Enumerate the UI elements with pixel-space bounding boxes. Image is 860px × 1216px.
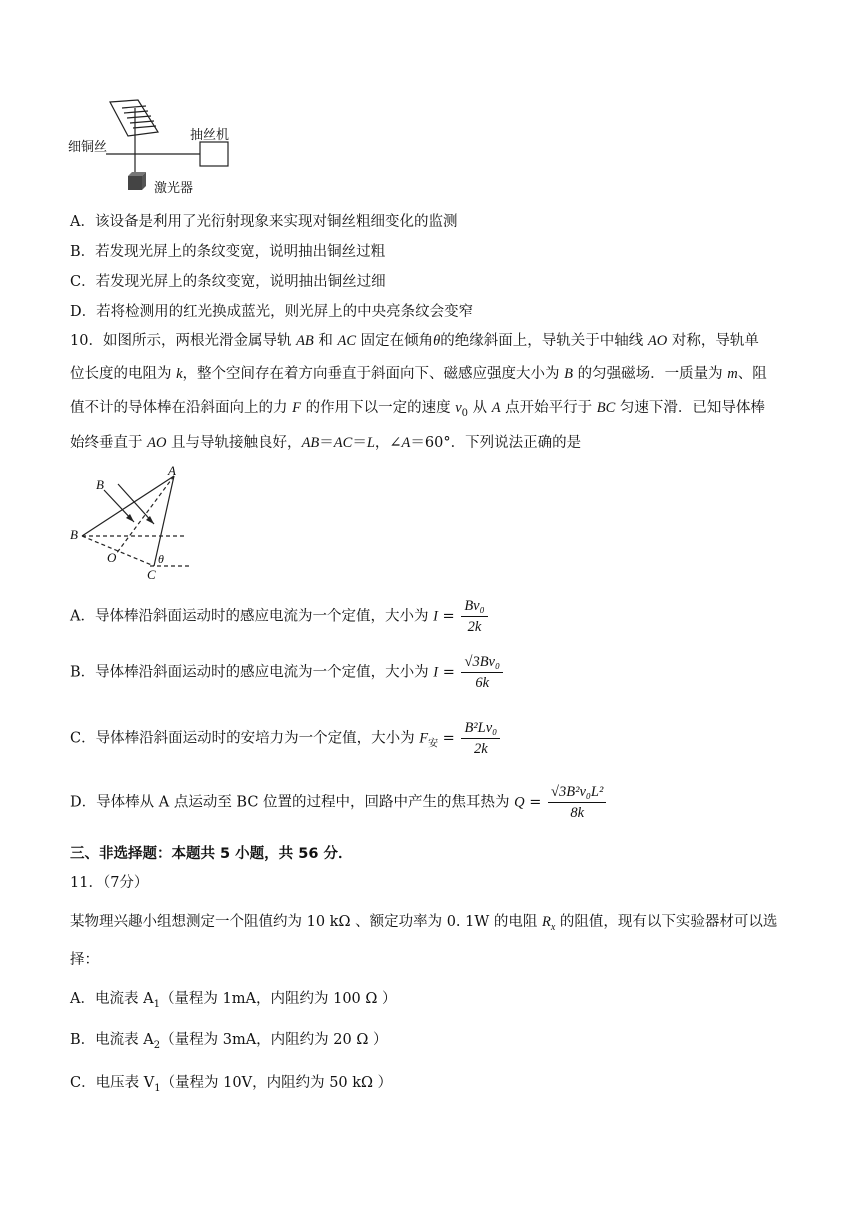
q11-heading: 11．（7分） [70,875,149,891]
q10-stem-line2: 位长度的电阻为 k，整个空间存在着方向垂直于斜面向下、磁感应强度大小为 B 的匀强磁场．一质量为 m、阻 [70,366,767,382]
fraction-c: $\frac{\text{B²Lv₀}}{2k}$ [461,718,500,759]
q11-stem-line1: 某物理兴趣小组想测定一个阻值约为 10 kΩ 、额定功率为 0. 1W 的电阻 $R_x$ 的阻值，现有以下实验器材可以选 [70,914,778,933]
q9-option-a: A．该设备是利用了光衍射现象来实现对铜丝粗细变化的监测 [70,214,458,230]
fig2-label-b-field: B [96,477,104,492]
fraction-a: $\frac{\text{Bv₀}}{2k}$ [461,596,487,637]
q10-stem-line1: 10．如图所示，两根光滑金属导轨 AB 和 AC 固定在倾角θ的绝缘斜面上，导轨关于中轴线 AO 对称，导轨单 [70,333,759,349]
fig2-label-a: A [168,463,176,478]
label-laser: 激光器 [154,181,194,196]
label-fine-copper-wire: 细铜丝 [68,140,108,155]
q10-stem-line4: 始终垂直于 AO 且与导轨接触良好，AB＝AC＝L，∠A＝60°．下列说法正确的是 [70,435,582,451]
fig2-label-o: O [107,550,117,565]
fraction-d: $\frac{\text{√3B²v₀L²}}{8k}$ [548,782,606,823]
q9-option-c: C．若发现光屏上的条纹变宽，说明抽出铜丝过细 [70,274,386,290]
q11-option-b: B．电流表 $A_2$（量程为 3mA，内阻约为 20 Ω ） [70,1032,388,1051]
q11-stem-line2: 择： [70,952,99,968]
fig2-label-b-corner: B [70,527,78,542]
q9-option-b: B．若发现光屏上的条纹变宽，说明抽出铜丝过粗 [70,244,386,260]
q10-stem-line3: 值不计的导体棒在沿斜面向上的力 F 的作用下以一定的速度 $v_0$ 从 A 点开始平行于 BC 匀速下滑．已知导体棒 [70,400,765,419]
section-heading-nonchoice: 三、非选择题：本题共 5 小题，共 56 分． [70,846,353,862]
label-wire-drawing-machine: 抽丝机 [190,128,230,143]
q11-option-a: A．电流表 $A_1$（量程为 1mA，内阻约为 100 Ω ） [70,991,397,1010]
fraction-b: $\frac{\text{√3Bv₀}}{6k}$ [461,652,503,693]
q10-option-a: A．导体棒沿斜面运动时的感应电流为一个定值，大小为 I = $\frac{\text{Bv₀}}{2k}$ [70,596,490,637]
fig2-label-c: C [147,567,156,582]
q10-option-b: B．导体棒沿斜面运动时的感应电流为一个定值，大小为 I = $\frac{\text{√3Bv₀}}{6k}$ [70,652,505,693]
figure-rails-incline [68,462,198,584]
q10-option-c: C．导体棒沿斜面运动时的安培力为一个定值，大小为 $F_安$ = $\frac{\text{B²Lv₀}}{2k}$ [70,718,502,759]
q9-option-d: D．若将检测用的红光换成蓝光，则光屏上的中央亮条纹会变窄 [70,304,474,320]
q11-option-c: C．电压表 $V_1$（量程为 10V，内阻约为 50 kΩ ） [70,1075,393,1094]
q10-option-d: D．导体棒从 A 点运动至 BC 位置的过程中，回路中产生的焦耳热为 Q = $\frac{\text{√3B²v₀L²}}{8k}$ [70,782,608,823]
fig2-label-theta: θ [158,552,164,566]
